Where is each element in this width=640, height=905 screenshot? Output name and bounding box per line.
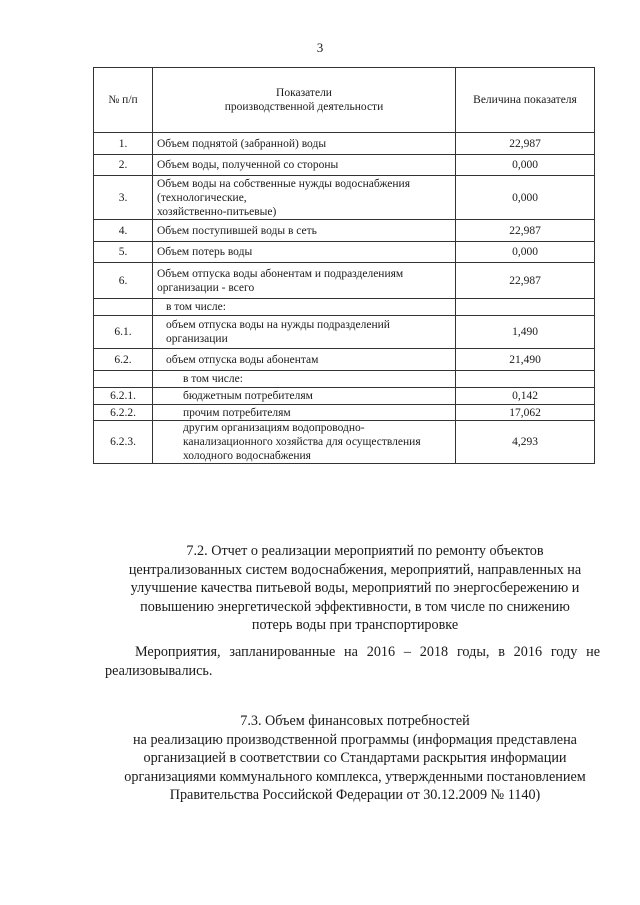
row-num: 6.2. bbox=[94, 349, 153, 371]
title-line: централизованных систем водоснабжения, мероприятий, направленных на bbox=[128, 561, 582, 578]
row-name-line: (технологические, bbox=[157, 191, 247, 204]
row-value: 22,987 bbox=[456, 263, 595, 299]
production-indicators-table bbox=[93, 67, 595, 464]
table-row bbox=[94, 176, 595, 220]
header-indicators-line1: Показатели bbox=[276, 87, 332, 99]
row-name-line: организации - всего bbox=[157, 281, 255, 294]
row-value: 4,293 bbox=[456, 421, 595, 464]
row-name-line: хозяйственно-питьевые) bbox=[157, 205, 277, 218]
row-name-line: другим организациям водопроводно- bbox=[183, 422, 365, 434]
row-name: Объем потерь воды bbox=[153, 242, 456, 263]
table-row bbox=[94, 263, 595, 299]
table-row bbox=[94, 242, 595, 263]
table-row bbox=[94, 133, 595, 155]
table-row bbox=[94, 220, 595, 242]
row-name-line: канализационного хозяйства для осуществления bbox=[183, 436, 421, 448]
row-num: 4. bbox=[94, 220, 153, 242]
header-indicators bbox=[153, 68, 456, 133]
row-name: в том числе: bbox=[153, 371, 456, 388]
row-value bbox=[456, 299, 595, 316]
title-line: Правительства Российской Федерации от 30.12.2009 № 1140) bbox=[169, 787, 541, 803]
title-line: организацией в соответствии со Стандартами раскрытия информации bbox=[143, 750, 567, 766]
row-name bbox=[153, 176, 456, 220]
row-name bbox=[153, 316, 456, 349]
row-num bbox=[94, 371, 153, 388]
row-name: Объем поступившей воды в сеть bbox=[153, 220, 456, 242]
row-name bbox=[153, 263, 456, 299]
row-num: 6.1. bbox=[94, 316, 153, 349]
row-num: 2. bbox=[94, 155, 153, 176]
row-num: 3. bbox=[94, 176, 153, 220]
title-line: 7.2. Отчет о реализации мероприятий по ремонту объектов bbox=[186, 543, 544, 559]
row-name: объем отпуска воды абонентам bbox=[153, 349, 456, 371]
row-name-line: объем отпуска воды на нужды подразделений bbox=[166, 319, 390, 331]
header-value: Величина показателя bbox=[456, 68, 595, 133]
page-number: 3 bbox=[316, 40, 324, 55]
section-7-3-title bbox=[110, 712, 600, 805]
paragraph-line: Мероприятия, запланированные на 2016 – 2018 годы, в 2016 году не bbox=[135, 644, 600, 660]
row-value: 22,987 bbox=[456, 220, 595, 242]
section-7-2-title bbox=[110, 542, 600, 635]
row-value: 17,062 bbox=[456, 405, 595, 421]
row-num: 6. bbox=[94, 263, 153, 299]
paragraph-line: реализовывались. bbox=[105, 663, 213, 679]
row-value: 0,000 bbox=[456, 176, 595, 220]
row-name-line: Объем отпуска воды абонентам и подразделениям bbox=[157, 267, 404, 280]
section-7-2-paragraph bbox=[105, 643, 600, 681]
row-num: 5. bbox=[94, 242, 153, 263]
row-num: 1. bbox=[94, 133, 153, 155]
row-value: 21,490 bbox=[456, 349, 595, 371]
row-name: Объем воды, полученной со стороны bbox=[153, 155, 456, 176]
table-row bbox=[94, 155, 595, 176]
row-name-line: Объем воды на собственные нужды водоснабжения bbox=[157, 177, 410, 190]
title-line: повышению энергетической эффективности, в том числе по снижению bbox=[140, 598, 570, 615]
table-row bbox=[94, 316, 595, 349]
table-row bbox=[94, 349, 595, 371]
header-indicators-line2: производственной деятельности bbox=[224, 101, 384, 113]
row-name: Объем поднятой (забранной) воды bbox=[153, 133, 456, 155]
title-line: организациями коммунального комплекса, утвержденными постановлением bbox=[124, 768, 586, 785]
title-line: на реализацию производственной программы (информация представлена bbox=[133, 731, 577, 748]
row-value: 22,987 bbox=[456, 133, 595, 155]
header-num: № п/п bbox=[94, 68, 153, 133]
row-name bbox=[153, 421, 456, 464]
title-line: улучшение качества питьевой воды, мероприятий по энергосбережению и bbox=[130, 580, 580, 596]
row-name-line: организации bbox=[166, 333, 228, 345]
table-subheader-row bbox=[94, 371, 595, 388]
row-num bbox=[94, 299, 153, 316]
row-value bbox=[456, 371, 595, 388]
row-name: в том числе: bbox=[153, 299, 456, 316]
row-num: 6.2.2. bbox=[94, 405, 153, 421]
title-line: потерь воды при транспортировке bbox=[251, 617, 459, 633]
table-subheader-row bbox=[94, 299, 595, 316]
row-name: бюджетным потребителям bbox=[153, 388, 456, 405]
row-value: 0,000 bbox=[456, 242, 595, 263]
table-header-row bbox=[94, 68, 595, 133]
row-name: прочим потребителям bbox=[153, 405, 456, 421]
row-name-line: холодного водоснабжения bbox=[183, 450, 311, 462]
table-row bbox=[94, 421, 595, 464]
title-line: 7.3. Объем финансовых потребностей bbox=[240, 713, 470, 729]
row-value: 0,142 bbox=[456, 388, 595, 405]
table-row bbox=[94, 405, 595, 421]
row-num: 6.2.3. bbox=[94, 421, 153, 464]
row-num: 6.2.1. bbox=[94, 388, 153, 405]
row-value: 1,490 bbox=[456, 316, 595, 349]
row-value: 0,000 bbox=[456, 155, 595, 176]
table-row bbox=[94, 388, 595, 405]
